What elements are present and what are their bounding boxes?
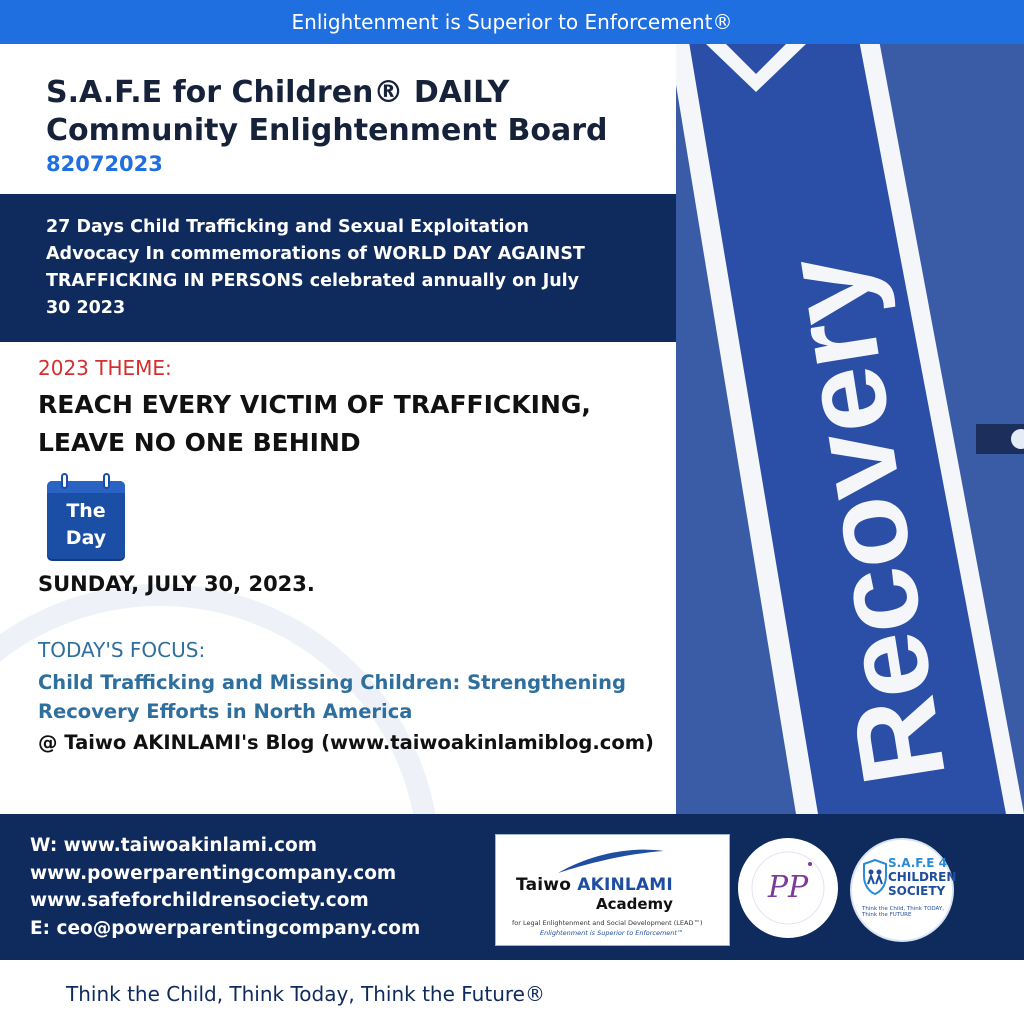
focus-title[interactable]: Child Trafficking and Missing Children: Strengthening Recovery Efforts in North America — [38, 671, 626, 723]
recovery-sign-photo — [676, 44, 1024, 814]
website-link-2[interactable]: www.powerparentingcompany.com — [30, 862, 397, 884]
safe-society-logo — [850, 838, 957, 942]
website-link-1[interactable]: W: www.taiwoakinlami.com — [30, 835, 317, 856]
theme-label: 2023 THEME: — [38, 356, 172, 380]
footer — [0, 960, 1024, 1024]
advocacy-text: 27 Days Child Trafficking and Sexual Exploitation Advocacy In commemorations of WORLD DAY AGAINST TRAFFICKING IN PERSONS celebrated annually on July 30 2023 — [46, 217, 585, 318]
banner-tagline: Enlightenment is Superior to Enforcement® — [291, 10, 733, 34]
focus-label: TODAY'S FOCUS: — [38, 638, 206, 662]
focus-source[interactable]: @ Taiwo AKINLAMI's Blog (www.taiwoakinlamiblog.com) — [38, 731, 654, 754]
pp-mark: PP — [767, 870, 809, 905]
content-panel — [0, 44, 676, 814]
advocacy-block — [0, 194, 676, 342]
calendar-line-2: Day — [65, 527, 107, 549]
page-title — [46, 74, 608, 150]
calendar-line-1: The — [66, 500, 106, 522]
safe-line-3: SOCIETY — [888, 884, 946, 898]
title-line-2: Community Enlightenment Board — [46, 113, 608, 148]
swoosh-icon — [556, 845, 666, 877]
event-date: SUNDAY, JULY 30, 2023. — [38, 572, 315, 596]
safe-line-1: S.A.F.E 4 — [888, 856, 947, 870]
footer-tagline: Think the Child, Think Today, Think the Future® — [66, 982, 545, 1006]
top-banner — [0, 0, 1024, 44]
calendar-icon — [47, 481, 125, 559]
academy-word: Academy — [596, 895, 673, 913]
sign-text: Recovery — [757, 247, 972, 793]
shield-icon — [862, 858, 888, 896]
power-parenting-logo — [738, 838, 838, 938]
contact-band — [0, 814, 1024, 960]
academy-tag: Enlightenment is Superior to Enforcement™ — [540, 929, 684, 937]
email-link[interactable]: E: ceo@powerparentingcompany.com — [30, 917, 421, 939]
academy-name: Taiwo AKINLAMI — [516, 875, 673, 895]
contact-lines — [30, 832, 420, 942]
website-link-3[interactable]: www.safeforchildrensociety.com — [30, 890, 369, 911]
safe-line-2: CHILDREN — [888, 870, 957, 884]
safe-tag: Think the Child, Think TODAY, Think the FUTURE — [862, 906, 945, 918]
theme-text: REACH EVERY VICTIM OF TRAFFICKING, LEAVE NO ONE BEHIND — [38, 390, 591, 457]
academy-sub: for Legal Enlightenment and Social Development (LEAD™) — [512, 919, 703, 927]
board-code: 82072023 — [46, 152, 163, 176]
recovery-sign-graphic — [676, 44, 1024, 814]
academy-logo — [495, 834, 730, 946]
title-line-1: S.A.F.E for Children® DAILY — [46, 75, 510, 110]
